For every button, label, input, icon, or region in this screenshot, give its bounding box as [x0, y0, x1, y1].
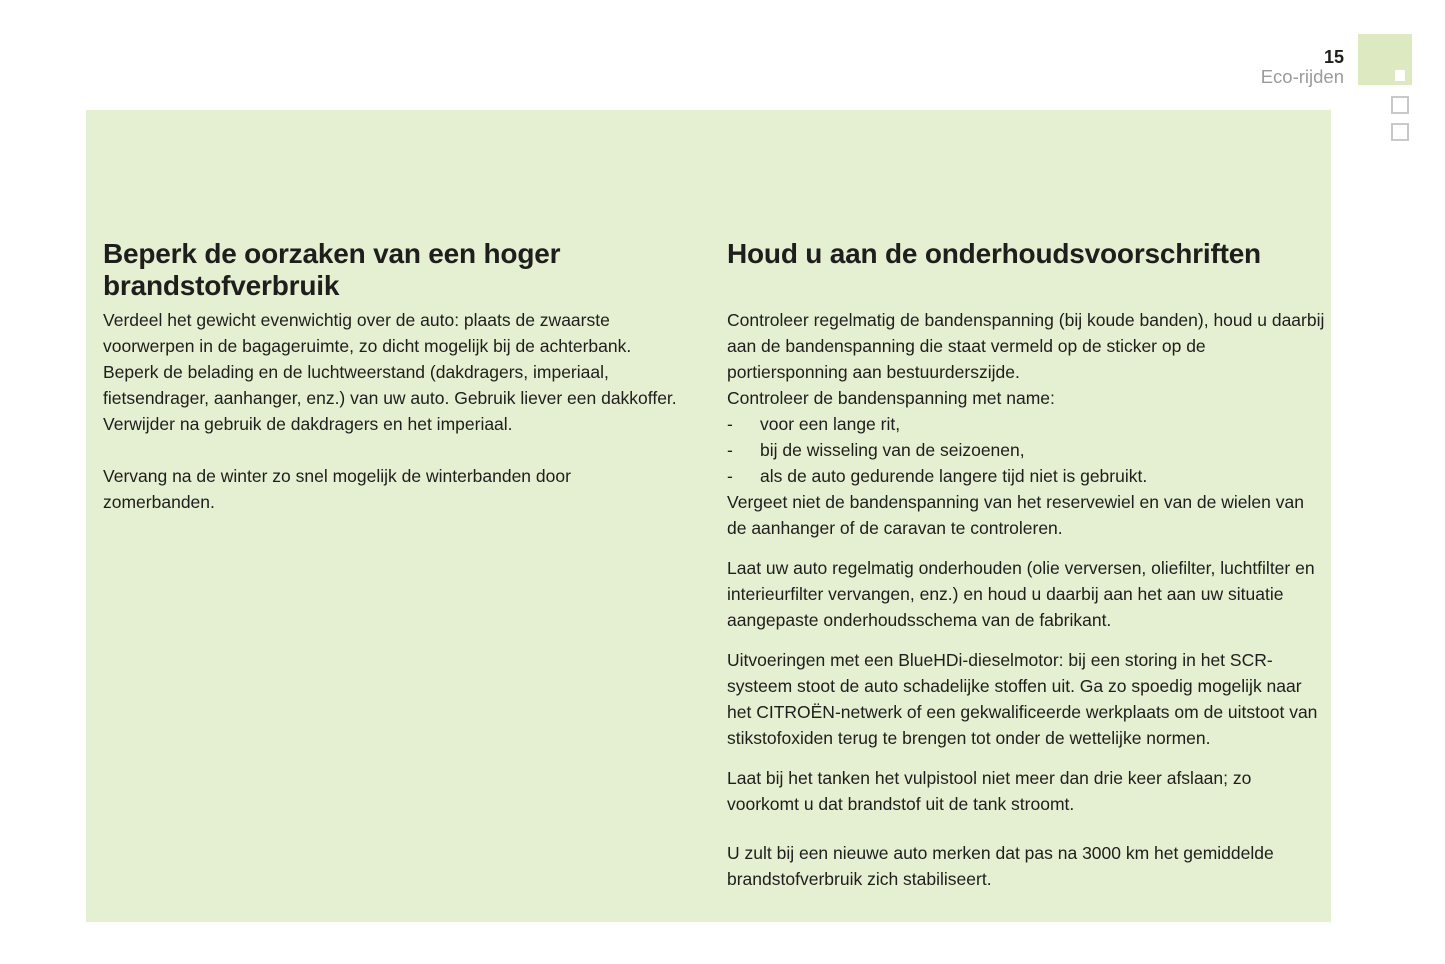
- left-column-heading: Beperk de oorzaken van een hoger brandstofverbruik: [103, 238, 561, 301]
- list-item: [727, 411, 1327, 437]
- page-header: [1261, 48, 1344, 87]
- left-column: [103, 238, 681, 515]
- left-column-body: [103, 307, 681, 515]
- section-tab-active: [1358, 34, 1412, 85]
- section-tab-rail: [1358, 34, 1412, 141]
- body-line: Verdeel het gewicht evenwichtig over de auto: plaats de zwaarste voorwerpen in de bagageruimte, zo dicht mogelijk bij de achterbank.: [103, 310, 632, 356]
- list-item-text: bij de wisseling van de seizoenen,: [760, 440, 1025, 460]
- list-item: [727, 463, 1327, 489]
- paragraph: Uitvoeringen met een BlueHDi-dieselmotor: bij een storing in het SCR-systeem stoot de auto schadelijke stoffen uit. Ga zo spoedig mogelijk naar het CITROËN-netwerk of een gekwalificeerde werkplaats om de uitstoot van stikstofoxiden terug te brengen tot onder de wettelijke normen.: [727, 650, 1318, 748]
- body-line: Beperk de belading en de luchtweerstand (dakdragers, imperiaal, fietsendrager, aanhanger, enz.) van uw auto. Gebruik liever een dakkoffer.: [103, 362, 677, 408]
- paragraph: Laat bij het tanken het vulpistool niet meer dan drie keer afslaan; zo voorkomt u dat brandstof uit de tank stroomt.: [727, 768, 1252, 814]
- section-tab-2: [1391, 96, 1409, 114]
- list-item-text: als de auto gedurende langere tijd niet is gebruikt.: [760, 466, 1148, 486]
- section-title: Eco-rijden: [1260, 66, 1344, 87]
- body-line: Vergeet niet de bandenspanning van het reservewiel en van de wielen van de aanhanger of de caravan te controleren.: [727, 492, 1304, 538]
- right-column-heading: Houd u aan de onderhoudsvoorschriften: [727, 238, 1261, 269]
- body-line: Controleer regelmatig de bandenspanning (bij koude banden), houd u daarbij aan de bandenspanning die staat vermeld op de sticker op de portiersponning aan bestuurderszijde.: [727, 310, 1325, 382]
- list-item: [727, 437, 1327, 463]
- dash-bullet-icon: -: [727, 440, 733, 460]
- body-line: Vervang na de winter zo snel mogelijk de winterbanden door zomerbanden.: [103, 466, 571, 512]
- section-tab-3: [1391, 123, 1409, 141]
- list-item-text: voor een lange rit,: [760, 414, 901, 434]
- active-tab-marker-icon: [1395, 70, 1405, 81]
- right-column-body: [727, 307, 1327, 892]
- body-line: Verwijder na gebruik de dakdragers en het imperiaal.: [103, 414, 513, 434]
- paragraph: Laat uw auto regelmatig onderhouden (olie verversen, oliefilter, luchtfilter en interieurfilter vervangen, enz.) en houd u daarbij aan het aan uw situatie aangepaste onderhoudsschema van de fabrikant.: [727, 558, 1315, 630]
- dash-bullet-icon: -: [727, 466, 733, 486]
- body-line: Controleer de bandenspanning met name:: [727, 388, 1055, 408]
- right-column: [727, 238, 1327, 892]
- paragraph: U zult bij een nieuwe auto merken dat pas na 3000 km het gemiddelde brandstofverbruik zich stabiliseert.: [727, 843, 1274, 889]
- dash-bullet-icon: -: [727, 414, 733, 434]
- page-number: 15: [1323, 47, 1344, 67]
- content-panel: [86, 110, 1331, 922]
